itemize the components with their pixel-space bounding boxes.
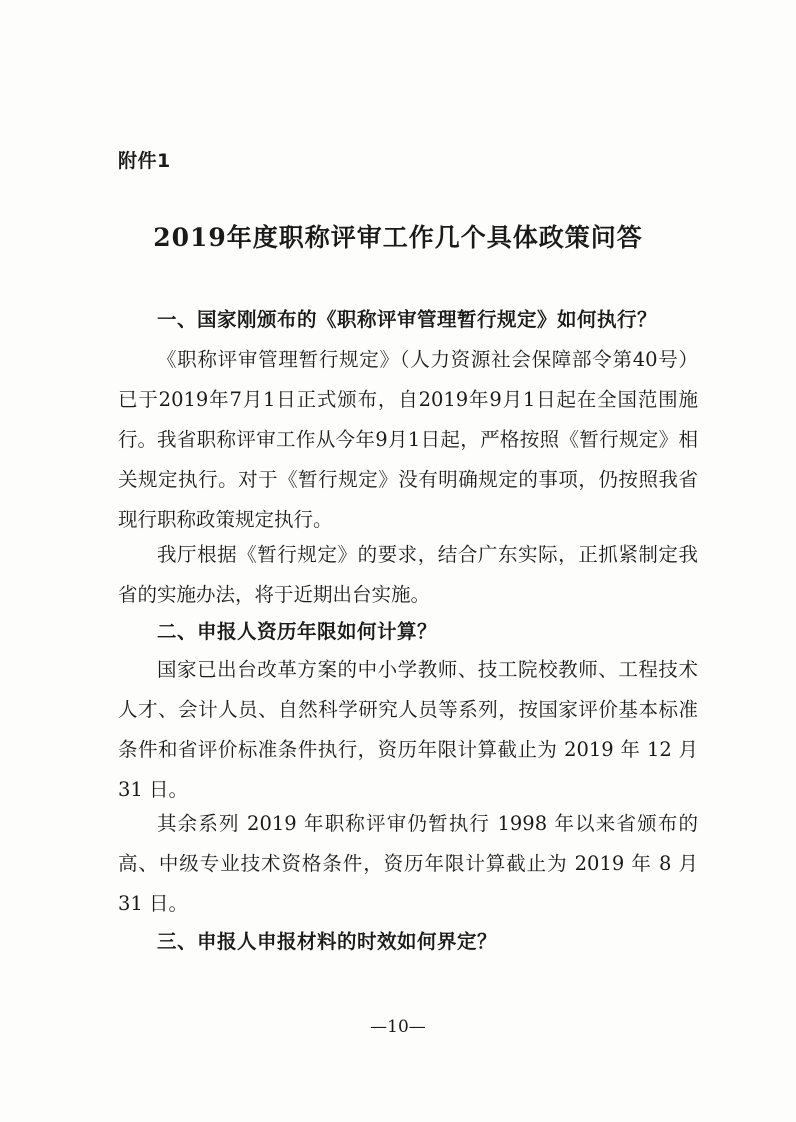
section-heading-2: 二、申报人资历年限如何计算？ <box>157 620 438 643</box>
document-title: 2019年度职称评审工作几个具体政策问答 <box>153 223 643 252</box>
page-number: —10— <box>370 1017 426 1037</box>
section-1-paragraph-2: 我省职称评审工作从今年9月1日起，严格按照《暂行规定》相关规定执行。对于《暂行规定》没有明确规定的事项，仍按照我省现行职称政策规定执行。 <box>118 428 698 531</box>
section-1-paragraph-3: 我厅根据《暂行规定》的要求，结合广东实际，正抓紧制定我省的实施办法，将于近期出台实施。 <box>118 543 698 606</box>
section-1-paragraph-1: 《职称评审管理暂行规定》（人力资源社会保障部令第40号）已于2019年7月1日正式颁布，自2019年9月1日起在全国范围施行。 <box>118 348 698 451</box>
section-heading-1: 一、国家刚颁布的《职称评审管理暂行规定》如何执行？ <box>157 308 658 331</box>
section-2-paragraph-2: 其余系列 2019 年职称评审仍暂执行 1998 年以来省颁布的高、中级专业技术资格条件，资历年限计算截止为 2019 年 8 月 31 日。 <box>118 812 698 915</box>
attachment-label: 附件1 <box>118 150 171 172</box>
section-heading-3: 三、申报人申报材料的时效如何界定？ <box>157 930 498 953</box>
section-2-paragraph-1: 国家已出台改革方案的中小学教师、技工院校教师、工程技术人才、会计人员、自然科学研究人员等系列，按国家评价基本标准条件和省评价标准条件执行，资历年限计算截止为 2019 年 12 月 31 日。 <box>118 658 698 801</box>
